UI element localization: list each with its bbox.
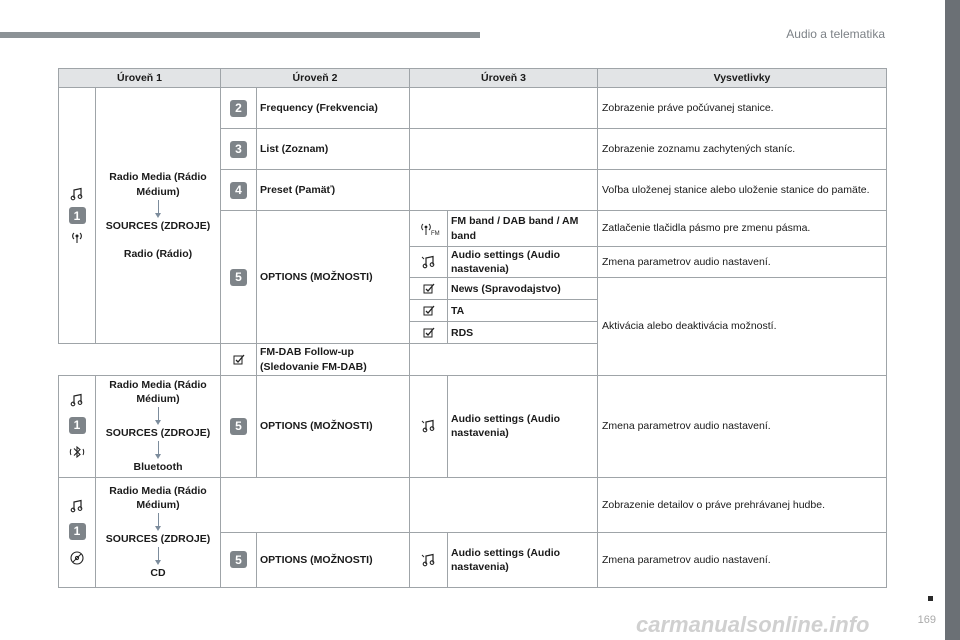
page-number: 169 — [917, 614, 936, 626]
arrow-down-icon — [158, 547, 159, 561]
checkbox-checked-icon — [423, 305, 435, 317]
music-note-icon — [70, 499, 84, 513]
menu-cd: CD — [150, 567, 166, 580]
level1-icons-radio — [59, 88, 96, 344]
options-label: OPTIONS (MOŽNOSTI) — [257, 375, 410, 477]
table-row — [59, 375, 887, 477]
arrow-down-icon — [158, 407, 159, 421]
rds-label: RDS — [448, 322, 598, 344]
options-label: OPTIONS (MOŽNOSTI) — [257, 211, 410, 344]
level-badge: 1 — [69, 417, 86, 434]
radio-antenna-icon — [70, 230, 84, 244]
level-badge: 1 — [69, 523, 86, 540]
options-label: OPTIONS (MOŽNOSTI) — [257, 532, 410, 587]
level1-menu-bluetooth — [96, 375, 221, 477]
preset-label: Preset (Pamäť) — [257, 170, 410, 211]
level-badge: 3 — [230, 141, 247, 158]
audio-settings-desc: Zmena parametrov audio nastavení. — [598, 247, 887, 278]
header-level2: Úroveň 2 — [221, 69, 410, 88]
menu-sources: SOURCES (ZDROJE) — [105, 533, 211, 546]
list-desc: Zobrazenie zoznamu zachytených staníc. — [598, 129, 887, 170]
checkbox-checked-icon — [233, 353, 245, 365]
header-level1: Úroveň 1 — [59, 69, 221, 88]
audio-settings-label: Audio settings (Audio nastavenia) — [448, 375, 598, 477]
menu-navigation-table — [58, 68, 887, 588]
frequency-desc: Zobrazenie práve počúvanej stanice. — [598, 88, 887, 129]
menu-radio-media: Radio Media (Rádio Médium) — [109, 171, 207, 198]
level-badge: 5 — [230, 269, 247, 286]
audio-settings-label: Audio settings (Audio nastavenia) — [448, 247, 598, 278]
audio-settings-desc: Zmena parametrov audio nastavení. — [598, 532, 887, 587]
audio-settings-icon — [421, 420, 437, 432]
fm-band-icon — [418, 222, 440, 237]
menu-radio: Radio (Rádio) — [123, 247, 193, 260]
level1-icons-bluetooth — [59, 375, 96, 477]
cd-disc-icon — [69, 550, 85, 566]
table-row — [59, 477, 887, 532]
band-label: FM band / DAB band / AM band — [448, 211, 598, 247]
band-desc: Zatlačenie tlačidla pásmo pre zmenu pásma. — [598, 211, 887, 247]
audio-settings-desc: Zmena parametrov audio nastavení. — [598, 375, 887, 477]
level-badge: 4 — [230, 182, 247, 199]
level1-menu-cd — [96, 477, 221, 587]
arrow-down-icon — [158, 513, 159, 527]
menu-radio-media: Radio Media (Rádio Médium) — [109, 484, 207, 512]
detail-desc: Zobrazenie detailov o práve prehrávanej hudbe. — [598, 477, 887, 532]
header-level3: Úroveň 3 — [410, 69, 598, 88]
arrow-down-icon — [158, 441, 159, 455]
checkbox-checked-icon — [423, 283, 435, 295]
table-header-row — [59, 69, 887, 88]
watermark: carmanualsonline.info — [636, 612, 870, 637]
ta-label: TA — [448, 300, 598, 322]
table-row — [59, 88, 887, 129]
checkbox-checked-icon — [423, 327, 435, 339]
level1-icons-cd — [59, 477, 96, 587]
level1-menu-radio — [96, 88, 221, 344]
music-note-icon — [70, 393, 84, 407]
list-label: List (Zoznam) — [257, 129, 410, 170]
header-explanation: Vysvetlivky — [598, 69, 887, 88]
audio-settings-icon — [421, 553, 437, 565]
preset-desc: Voľba uloženej stanice alebo uloženie stanice do pamäte. — [598, 170, 887, 211]
right-edge-strip — [945, 0, 960, 640]
toggle-desc: Aktivácia alebo deaktivácia možností. — [598, 278, 887, 375]
menu-sources: SOURCES (ZDROJE) — [105, 219, 211, 232]
section-title: Audio a telematika — [786, 27, 885, 41]
audio-settings-label: Audio settings (Audio nastavenia) — [448, 532, 598, 587]
follow-up-label: FM-DAB Follow-up (Sledovanie FM-DAB) — [257, 344, 410, 375]
menu-sources: SOURCES (ZDROJE) — [105, 427, 211, 440]
audio-settings-icon — [421, 256, 437, 268]
svg-text:FM: FM — [430, 230, 440, 237]
level-badge: 5 — [230, 551, 247, 568]
news-label: News (Spravodajstvo) — [448, 278, 598, 300]
level-badge: 5 — [230, 418, 247, 435]
arrow-down-icon — [158, 200, 159, 214]
bluetooth-icon — [69, 444, 85, 460]
page-marker — [928, 596, 933, 601]
top-decor-bar — [0, 32, 480, 38]
menu-radio-media: Radio Media (Rádio Médium) — [109, 378, 207, 406]
level-badge: 1 — [69, 207, 86, 224]
level-badge: 2 — [230, 100, 247, 117]
menu-bluetooth: Bluetooth — [133, 461, 183, 474]
frequency-label: Frequency (Frekvencia) — [257, 88, 410, 129]
music-note-icon — [70, 187, 84, 201]
